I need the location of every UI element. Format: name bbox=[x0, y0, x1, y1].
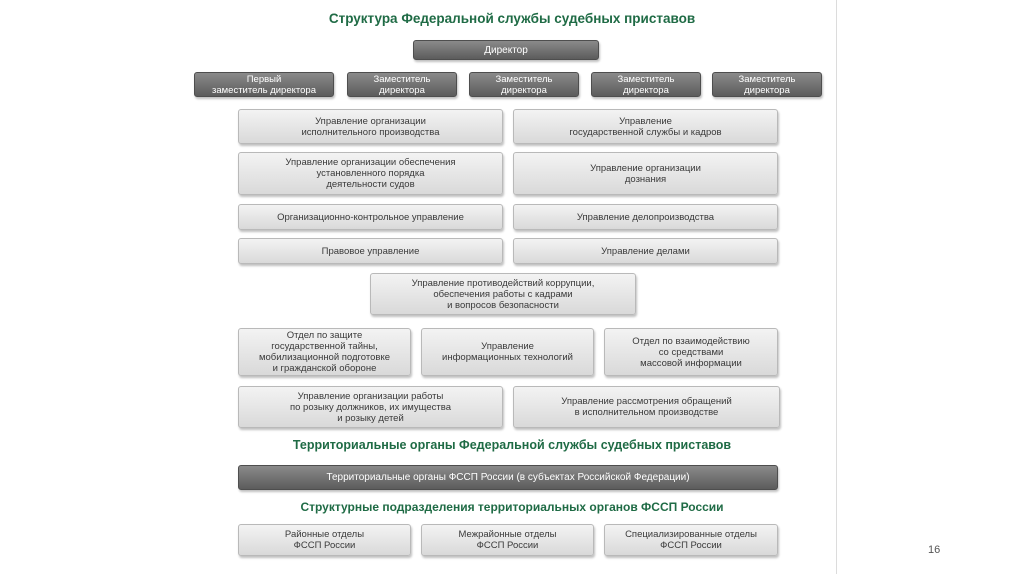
territorial-bodies-bar: Территориальные органы ФССП России (в субъектах Российской Федерации) bbox=[238, 465, 778, 490]
first-deputy-box: Первый заместитель директора bbox=[194, 72, 334, 97]
diagram-title: Структура Федеральной службы судебных приставов bbox=[328, 11, 696, 26]
dept-legal: Правовое управление bbox=[238, 238, 503, 264]
dept-information-technology: Управление информационных технологий bbox=[421, 328, 594, 376]
dept-organizational-control: Организационно-контрольное управление bbox=[238, 204, 503, 230]
dept-court-order-support: Управление организации обеспечения установленного порядка деятельности судов bbox=[238, 152, 503, 195]
dept-state-secret-protection: Отдел по защите государственной тайны, мобилизационной подготовке и гражданской обороне bbox=[238, 328, 411, 376]
slide-edge-divider bbox=[836, 0, 837, 574]
dept-civil-service-personnel: Управление государственной службы и кадров bbox=[513, 109, 778, 144]
deputy-box-4: Заместитель директора bbox=[712, 72, 822, 97]
director-box: Директор bbox=[413, 40, 599, 60]
specialized-offices-box: Специализированные отделы ФССП России bbox=[604, 524, 778, 556]
page-number: 16 bbox=[928, 544, 941, 556]
dept-media-relations: Отдел по взаимодействию со средствами массовой информации bbox=[604, 328, 778, 376]
dept-inquiry-organization: Управление организации дознания bbox=[513, 152, 778, 195]
dept-enforcement-proceedings: Управление организации исполнительного производства bbox=[238, 109, 503, 144]
interdistrict-offices-box: Межрайонные отделы ФССП России bbox=[421, 524, 594, 556]
dept-records-management: Управление делопроизводства bbox=[513, 204, 778, 230]
dept-anti-corruption-security: Управление противодействий коррупции, обеспечения работы с кадрами и вопросов безопасности bbox=[370, 273, 636, 315]
deputy-box-1: Заместитель директора bbox=[347, 72, 457, 97]
deputy-box-2: Заместитель директора bbox=[469, 72, 579, 97]
territorial-heading: Территориальные органы Федеральной службы судебных приставов bbox=[292, 438, 732, 452]
dept-debtor-search: Управление организации работы по розыку должников, их имущества и розыку детей bbox=[238, 386, 503, 428]
dept-administrative-affairs: Управление делами bbox=[513, 238, 778, 264]
subdivisions-heading: Структурные подразделения территориальных органов ФССП России bbox=[300, 500, 724, 514]
dept-appeals-review: Управление рассмотрения обращений в исполнительном производстве bbox=[513, 386, 780, 428]
district-offices-box: Районные отделы ФССП России bbox=[238, 524, 411, 556]
deputy-box-3: Заместитель директора bbox=[591, 72, 701, 97]
